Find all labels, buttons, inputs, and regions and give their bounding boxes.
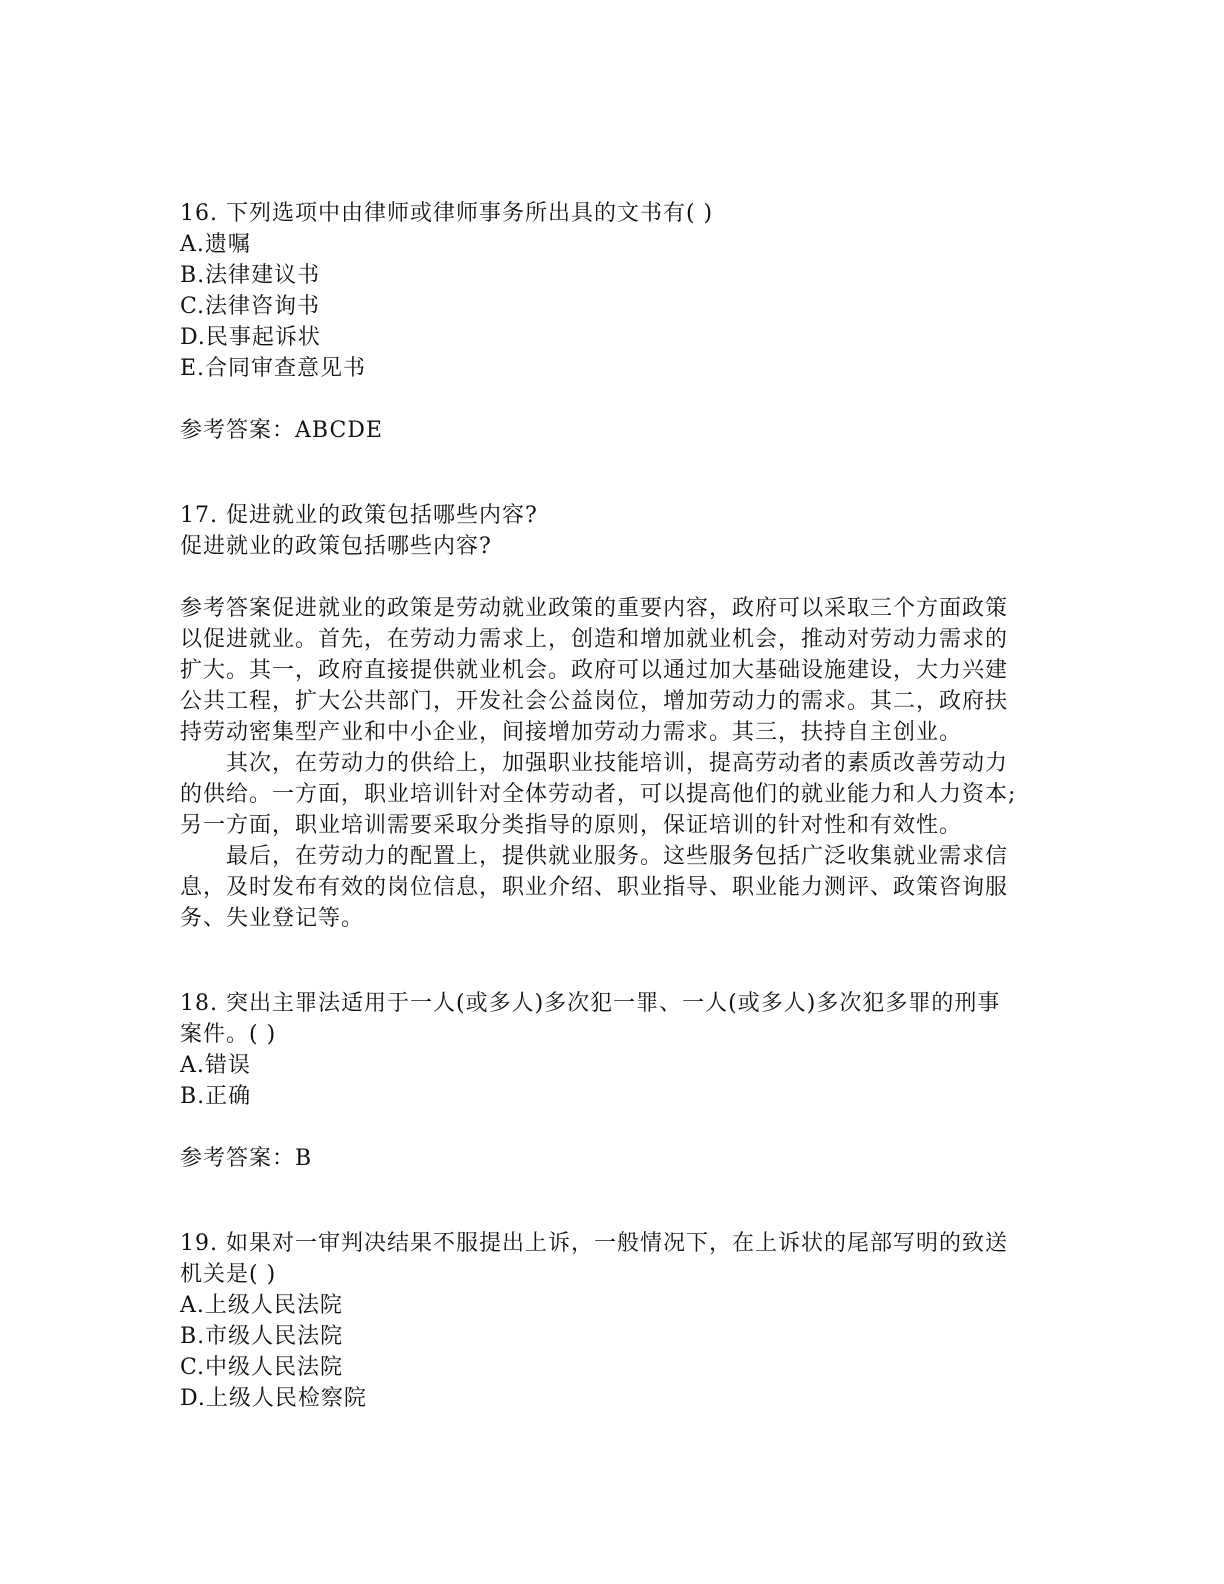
answer-17-line: 以促进就业。首先，在劳动力需求上，创造和增加就业机会，推动对劳动力需求的 [180, 627, 1009, 652]
question-18 [180, 988, 1040, 1174]
answer-17-line: 扩大。其一，政府直接提供就业机会。政府可以通过加大基础设施建设，大力兴建 [180, 658, 1009, 683]
answer-17-line: 务、失业登记等。 [180, 906, 365, 931]
option-a: A.遗嘱 [180, 232, 251, 257]
answer-18: 参考答案：B [180, 1146, 313, 1171]
question-16-text: 16. 下列选项中由律师或律师事务所出具的文书有( ) [180, 201, 714, 226]
answer-17-line: 参考答案促进就业的政策是劳动就业政策的重要内容，政府可以采取三个方面政策 [180, 596, 1009, 621]
answer-17-line: 的供给。一方面，职业培训针对全体劳动者，可以提高他们的就业能力和人力资本; [180, 782, 1017, 807]
answer-17-line: 持劳动密集型产业和中小企业，间接增加劳动力需求。其三，扶持自主创业。 [180, 720, 963, 745]
answer-16: 参考答案：ABCDE [180, 418, 383, 443]
answer-17-line: 其次，在劳动力的供给上，加强职业技能培训，提高劳动者的素质改善劳动力 [226, 751, 1009, 776]
option-b: B.法律建议书 [180, 263, 321, 288]
option-e: E.合同审查意见书 [180, 356, 367, 381]
option-b: B.正确 [180, 1084, 252, 1109]
question-17 [180, 500, 1040, 934]
option-b: B.市级人民法院 [180, 1324, 344, 1349]
question-18-text-cont: 案件。( ) [180, 1022, 277, 1047]
question-19-text: 19. 如果对一审判决结果不服提出上诉，一般情况下，在上诉状的尾部写明的致送 [180, 1231, 1008, 1256]
answer-17-line: 另一方面，职业培训需要采取分类指导的原则，保证培训的针对性和有效性。 [180, 813, 963, 838]
question-19-text-cont: 机关是( ) [180, 1262, 277, 1287]
option-a: A.上级人民法院 [180, 1293, 343, 1318]
option-c: C.中级人民法院 [180, 1355, 344, 1380]
option-d: D.上级人民检察院 [180, 1386, 367, 1411]
option-a: A.错误 [180, 1053, 251, 1078]
answer-17-line: 息，及时发布有效的岗位信息，职业介绍、职业指导、职业能力测评、政策咨询服 [180, 875, 1009, 900]
answer-17-line: 公共工程，扩大公共部门，开发社会公益岗位，增加劳动力的需求。其二，政府扶 [180, 689, 1009, 714]
document-page [180, 198, 1040, 1414]
option-c: C.法律咨询书 [180, 294, 321, 319]
question-18-text: 18. 突出主罪法适用于一人(或多人)多次犯一罪、一人(或多人)多次犯多罪的刑事 [180, 991, 1001, 1016]
question-16 [180, 198, 1040, 446]
option-d: D.民事起诉状 [180, 325, 321, 350]
answer-17-line: 最后，在劳动力的配置上，提供就业服务。这些服务包括广泛收集就业需求信 [226, 844, 1009, 869]
question-19 [180, 1228, 1040, 1414]
question-17-text: 17. 促进就业的政策包括哪些内容? [180, 503, 538, 528]
question-17-repeat: 促进就业的政策包括哪些内容? [180, 534, 492, 559]
